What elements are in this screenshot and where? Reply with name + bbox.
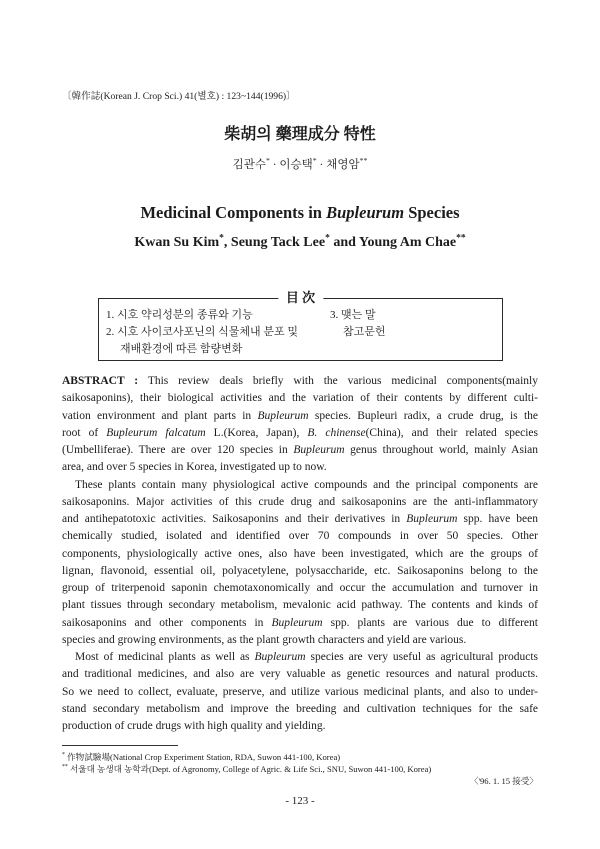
toc-heading: 目 次	[278, 290, 323, 306]
text-run: saikosaponins), their biological activities and the variation of their contents by different culti-	[62, 392, 538, 405]
text-line	[62, 615, 538, 632]
text-run: plant tissues through secondary metabolism, mevalonic acid pathway. The contents and kinds of	[62, 599, 538, 612]
text-run: spp. plants are various due to different	[322, 616, 538, 629]
superscript-mark: **	[456, 233, 466, 244]
italic-text: Bupleurum	[257, 409, 309, 422]
text-line	[62, 666, 538, 683]
text-run: saikosaponins and other components in	[62, 616, 272, 629]
text-run: and Young Am Chae	[329, 235, 457, 250]
text-line	[62, 425, 538, 442]
italic-text: B. chinense	[307, 426, 366, 439]
italic-text: Bupleurum	[254, 651, 306, 663]
text-run: and traditional medicines, and also are very valuable as genetic resources and natural products.	[62, 668, 538, 681]
superscript-mark: **	[359, 156, 368, 166]
text-line	[62, 528, 538, 545]
text-run: 김관수	[232, 159, 266, 171]
text-run: genus throughout world, mainly Asian	[344, 444, 538, 456]
superscript-mark: *	[219, 233, 224, 244]
text-line	[62, 718, 538, 735]
toc-item: 2. 시호 사이코사포닌의 식물체내 분포 및	[106, 326, 299, 338]
text-run: group of triterpenoid saponin chemotaxonomically and occur the accumulation and turnover in	[62, 582, 538, 594]
bold-label: ABSTRACT :	[62, 375, 139, 387]
footnote	[62, 763, 431, 775]
text-run: stand secondary metabolism and improve the breeding and cultivation techniques for the safe	[62, 702, 538, 715]
journal-citation: 〔韓作誌(Korean J. Crop Sci.) 41(별호) : 123~144(1996)〕	[62, 91, 296, 102]
superscript-mark: *	[265, 156, 270, 166]
text-run: vation environment and plant parts in	[62, 409, 258, 422]
text-run: Medicinal Components in	[140, 203, 327, 222]
english-title	[0, 203, 600, 223]
superscript-mark: *	[312, 156, 317, 166]
table-of-contents	[98, 290, 503, 361]
footnote	[62, 751, 431, 763]
italic-text: Bupleurum	[326, 203, 405, 222]
text-line	[62, 580, 538, 597]
text-line	[62, 459, 538, 476]
footnote-rule	[62, 745, 178, 746]
body-paragraph	[62, 649, 538, 735]
text-run: L.(Korea, Japan),	[205, 426, 308, 439]
superscript-mark: **	[62, 764, 68, 771]
text-line	[62, 546, 538, 563]
superscript-mark: *	[62, 752, 65, 759]
italic-text: Bupleurum falcatum	[106, 426, 206, 439]
text-line	[62, 373, 538, 390]
text-run: chemically studied, isolated and identified over 70 compounds in over 50 species. Other	[62, 530, 538, 543]
received-date: 〈'96. 1. 15 接受〉	[469, 776, 538, 786]
text-run: species are very useful as agricultural products	[305, 651, 538, 663]
text-run: species. Bupleuri radix, a crude drug, is the	[308, 409, 538, 422]
text-line	[62, 494, 538, 511]
text-line	[62, 511, 538, 528]
italic-text: Bupleurum	[271, 616, 323, 629]
korean-title: 柴胡의 藥理成分 特性	[224, 126, 376, 143]
text-line	[62, 701, 538, 718]
text-run: (Umbelliferae). There are over 120 species in	[62, 444, 294, 456]
text-run: and antihepatotoxic activities. Saikosaponins and their derivatives in	[62, 513, 407, 525]
toc-item: 참고문헌	[343, 326, 386, 338]
text-run: spp. have been	[457, 513, 538, 525]
toc-item: 3. 맺는 말	[330, 309, 376, 321]
text-run: So we need to collect, evaluate, preserve, and utilize various medicinal plants, and also to under-	[62, 685, 538, 698]
toc-left-column	[106, 307, 298, 358]
abstract-body	[62, 373, 538, 735]
text-run: species and growing environments, as the plant growth characters and yield are various.	[62, 633, 467, 646]
text-run: production of crude drugs with high quality and yielding.	[62, 720, 326, 732]
text-line	[62, 632, 538, 649]
toc-item-continuation: 재배환경에 따른 함량변화	[120, 343, 243, 355]
body-paragraph	[62, 373, 538, 477]
text-run: lignan, flavonoid, essential oil, polyacetylene, polysaccharide, etc. Saikosaponins belong to the	[62, 564, 538, 577]
text-run: These plants contain many physiological active compounds and the principal components are	[75, 478, 538, 491]
text-run: 作物試驗場(National Crop Experiment Station, RDA, Suwon 441-100, Korea)	[64, 752, 341, 762]
text-line	[62, 390, 538, 407]
text-run: · 채영암	[316, 159, 360, 171]
body-paragraph	[62, 477, 538, 650]
italic-text: Bupleurum	[406, 513, 458, 525]
italic-text: Bupleurum	[293, 444, 345, 456]
text-line	[62, 563, 538, 580]
text-run: 서울대 농생대 농학과(Dept. of Agronomy, College of Agric. & Life Sci., SNU, Suwon 441-100, Korea)	[67, 764, 432, 774]
page-number: - 123 -	[285, 795, 315, 807]
superscript-mark: *	[325, 233, 330, 244]
text-run: This review deals briefly with the various medicinal components(mainly	[138, 375, 538, 387]
text-run: (China), and their related species	[365, 426, 538, 439]
text-line	[62, 684, 538, 701]
text-line	[62, 649, 538, 666]
text-run: Species	[404, 203, 460, 222]
text-run: components, physiologically active ones, also have been investigated, which are the groups of	[62, 547, 538, 560]
text-run: root of	[62, 426, 107, 439]
text-line	[62, 408, 538, 425]
footnotes	[62, 751, 431, 775]
text-run: saikosaponins. Major activities of this crude drug and saikosaponins are the anti-inflammatory	[62, 495, 538, 508]
text-run: , Seung Tack Lee	[223, 235, 326, 250]
english-authors	[0, 235, 600, 251]
text-run: area, and over 5 species in Korea, investigated up to now.	[62, 461, 327, 474]
text-run: · 이승택	[269, 159, 313, 171]
text-line	[62, 477, 538, 494]
text-line	[62, 597, 538, 614]
toc-item: 1. 시호 약리성분의 종류와 기능	[106, 309, 253, 321]
toc-right-column	[330, 307, 386, 341]
text-run: Most of medicinal plants as well as	[75, 651, 255, 663]
text-line	[62, 442, 538, 459]
korean-authors	[0, 158, 600, 172]
text-run: Kwan Su Kim	[134, 235, 220, 250]
